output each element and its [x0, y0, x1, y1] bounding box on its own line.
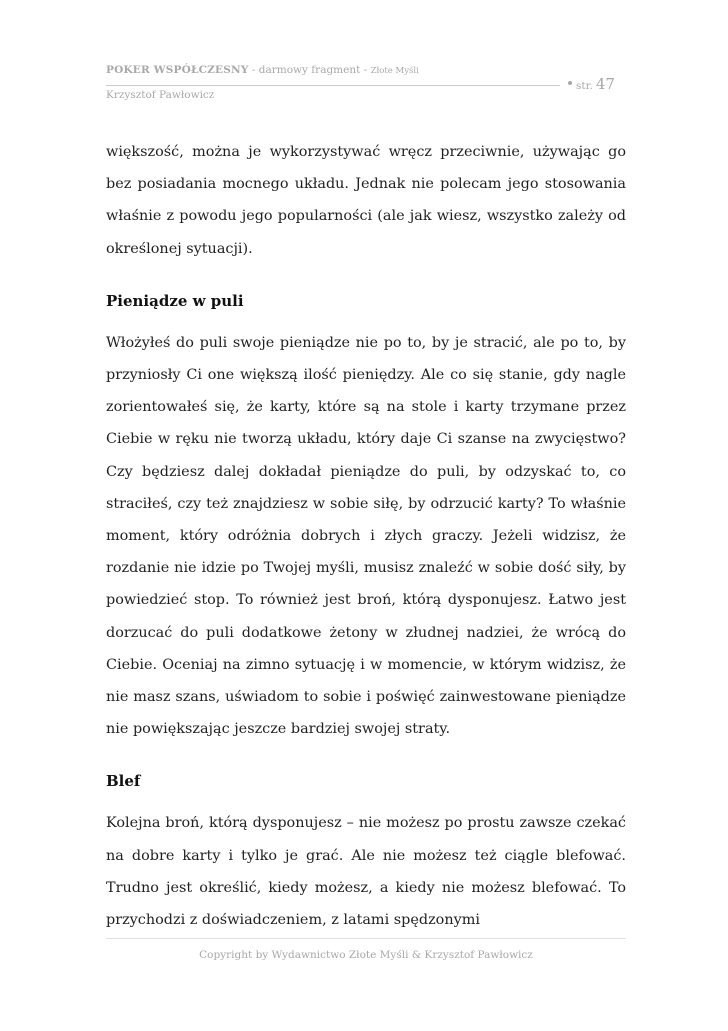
section-heading-blef: Blef	[106, 772, 141, 791]
header-rule	[106, 85, 560, 86]
fragment-note: - darmowy fragment -	[248, 64, 371, 76]
page-number	[568, 74, 615, 93]
publisher-name: Złote Myśli	[370, 66, 419, 76]
bullet-dot-icon	[568, 81, 572, 85]
page-body	[106, 136, 626, 936]
section-heading-pieniadze: Pieniądze w puli	[106, 291, 244, 310]
footer-rule	[106, 938, 626, 939]
page-prefix: str.	[576, 80, 593, 92]
book-title: POKER WSPÓŁCZESNY	[106, 64, 249, 76]
intro-paragraph: większość, można je wykorzystywać wręcz przeciwnie, używając go bez posiadania mocnego układu. Jednak nie polecam jego stosowania właśnie z powodu jego popularności (ale jak wiesz, wszystko zależy od określonej sytuacji).	[106, 144, 626, 257]
footer-copyright: Copyright by Wydawnictwo Złote Myśli & Krzysztof Pawłowicz	[199, 949, 533, 961]
section-paragraph-pieniadze: Włożyłeś do puli swoje pieniądze nie po to, by je stracić, ale po to, by przyniosły Ci one większą ilość pieniędzy. Ale co się stanie, gdy nagle zorientowałeś się, że karty, które są na stole i karty trzymane przez Ciebie w ręku nie tworzą układu, który daje Ci szanse na zwycięstwo? Czy będziesz dalej dokładał pieniądze do puli, by odzyskać to, co straciłeś, czy też znajdziesz w sobie siłę, by odrzucić karty? To właśnie moment, który odróżnia dobrych i złych graczy. Jeżeli widzisz, że rozdanie nie idzie po Twojej myśli, musisz znaleźć w sobie dość siły, by powiedzieć stop. To również jest broń, którą dysponujesz. Łatwo jest dorzucać do puli dodatkowe żetony w złudnej nadziei, że wrócą do Ciebie. Oceniaj na zimno sytuację i w momencie, w którym widzisz, że nie masz szans, uświadom to sobie i poświęć zainwestowane pieniądze nie powiększając jeszcze bardziej swojej straty.	[106, 334, 626, 738]
page-header	[106, 64, 626, 114]
header-title-line	[106, 64, 419, 76]
section-paragraph-blef: Kolejna broń, którą dysponujesz – nie możesz po prostu zawsze czekać na dobre karty i tylko je grać. Ale nie możesz też ciągle blefować. Trudno jest określić, kiedy możesz, a kiedy nie możesz blefować. To przychodzi z doświadczeniem, z latami spędzonymi	[106, 815, 626, 929]
header-author: Krzysztof Pawłowicz	[106, 89, 215, 101]
page-number-value: 47	[595, 75, 615, 93]
